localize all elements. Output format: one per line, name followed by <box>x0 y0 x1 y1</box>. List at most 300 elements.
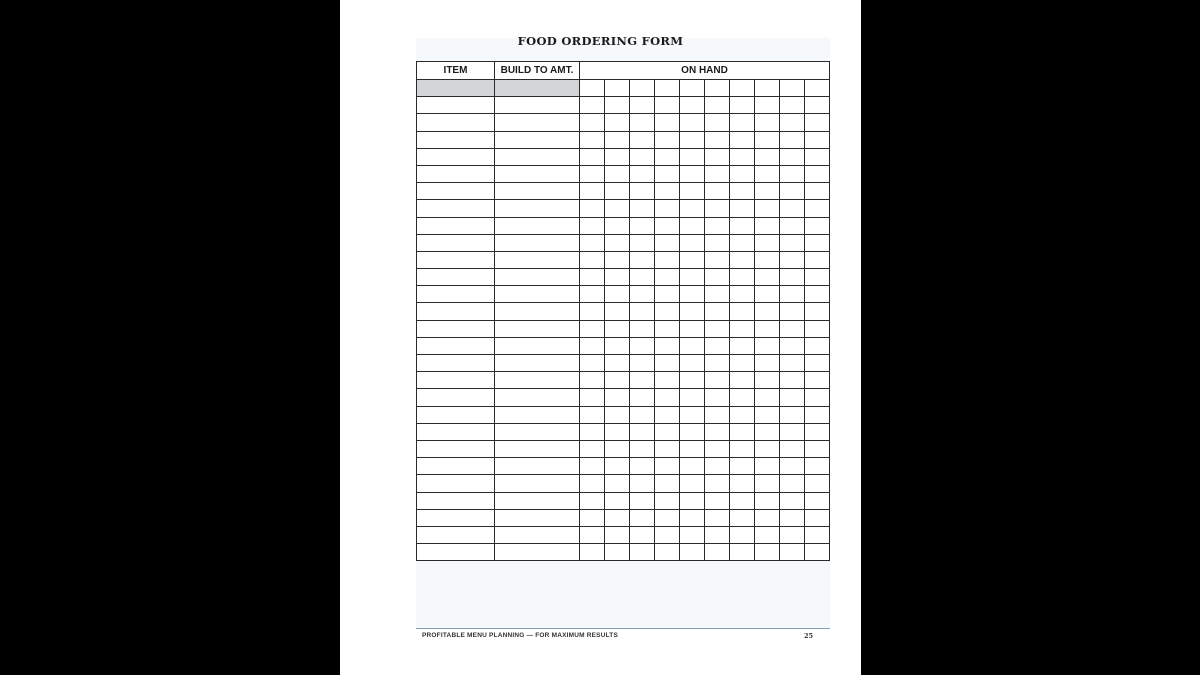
on-hand-cell <box>805 406 830 423</box>
item-cell <box>417 286 495 303</box>
on-hand-cell <box>730 148 755 165</box>
on-hand-cell <box>605 440 630 457</box>
on-hand-cell <box>730 183 755 200</box>
item-cell <box>417 492 495 509</box>
build-to-amt-cell <box>495 286 580 303</box>
build-to-amt-cell <box>495 303 580 320</box>
on-hand-cell <box>730 509 755 526</box>
on-hand-cell <box>780 440 805 457</box>
on-hand-cell <box>655 269 680 286</box>
item-cell <box>417 114 495 131</box>
on-hand-cell <box>805 183 830 200</box>
on-hand-cell <box>605 148 630 165</box>
on-hand-cell <box>780 303 805 320</box>
on-hand-cell <box>630 509 655 526</box>
table-row <box>417 234 830 251</box>
on-hand-cell <box>780 544 805 561</box>
build-to-amt-cell <box>495 492 580 509</box>
on-hand-cell <box>755 200 780 217</box>
table-row <box>417 131 830 148</box>
table-row <box>417 406 830 423</box>
on-hand-cell <box>805 165 830 182</box>
on-hand-cell <box>630 165 655 182</box>
on-hand-cell <box>705 234 730 251</box>
on-hand-cell <box>780 286 805 303</box>
on-hand-cell <box>805 475 830 492</box>
on-hand-cell <box>780 114 805 131</box>
on-hand-cell <box>755 458 780 475</box>
on-hand-cell <box>680 475 705 492</box>
on-hand-cell <box>755 406 780 423</box>
on-hand-cell <box>580 114 605 131</box>
table-row <box>417 458 830 475</box>
item-cell <box>417 183 495 200</box>
on-hand-cell <box>605 509 630 526</box>
on-hand-cell <box>630 114 655 131</box>
build-to-amt-cell <box>495 406 580 423</box>
on-hand-cell <box>655 389 680 406</box>
on-hand-cell <box>755 97 780 114</box>
on-hand-cell <box>730 251 755 268</box>
on-hand-cell <box>605 183 630 200</box>
on-hand-cell <box>605 269 630 286</box>
on-hand-cell <box>805 509 830 526</box>
on-hand-cell <box>755 183 780 200</box>
on-hand-cell <box>605 423 630 440</box>
on-hand-cell <box>680 458 705 475</box>
on-hand-cell <box>605 389 630 406</box>
on-hand-cell <box>780 97 805 114</box>
on-hand-cell <box>680 509 705 526</box>
table-row <box>417 80 830 97</box>
on-hand-cell <box>605 492 630 509</box>
on-hand-cell <box>605 200 630 217</box>
on-hand-cell <box>630 286 655 303</box>
on-hand-cell <box>680 320 705 337</box>
on-hand-cell <box>680 492 705 509</box>
table-row <box>417 183 830 200</box>
on-hand-cell <box>580 217 605 234</box>
on-hand-cell <box>705 303 730 320</box>
on-hand-cell <box>680 251 705 268</box>
on-hand-cell <box>605 234 630 251</box>
build-to-amt-cell <box>495 97 580 114</box>
build-to-amt-cell <box>495 165 580 182</box>
build-to-amt-cell <box>495 440 580 457</box>
on-hand-cell <box>630 458 655 475</box>
build-to-amt-cell <box>495 458 580 475</box>
on-hand-cell <box>680 148 705 165</box>
on-hand-cell <box>630 526 655 543</box>
build-to-amt-cell <box>495 320 580 337</box>
item-cell <box>417 337 495 354</box>
on-hand-cell <box>730 492 755 509</box>
on-hand-cell <box>730 217 755 234</box>
on-hand-cell <box>755 80 780 97</box>
on-hand-cell <box>580 372 605 389</box>
table-row <box>417 165 830 182</box>
on-hand-cell <box>780 251 805 268</box>
on-hand-cell <box>655 337 680 354</box>
item-cell <box>417 303 495 320</box>
on-hand-cell <box>730 234 755 251</box>
on-hand-cell <box>805 80 830 97</box>
item-cell <box>417 440 495 457</box>
on-hand-cell <box>680 217 705 234</box>
on-hand-cell <box>755 269 780 286</box>
on-hand-cell <box>580 97 605 114</box>
on-hand-cell <box>780 200 805 217</box>
build-to-amt-cell <box>495 131 580 148</box>
on-hand-cell <box>630 355 655 372</box>
table-row <box>417 423 830 440</box>
on-hand-cell <box>730 131 755 148</box>
on-hand-cell <box>680 165 705 182</box>
on-hand-cell <box>630 372 655 389</box>
on-hand-cell <box>730 97 755 114</box>
item-cell <box>417 406 495 423</box>
on-hand-cell <box>630 406 655 423</box>
on-hand-cell <box>805 440 830 457</box>
item-cell <box>417 165 495 182</box>
on-hand-cell <box>630 234 655 251</box>
on-hand-cell <box>705 458 730 475</box>
on-hand-cell <box>705 492 730 509</box>
on-hand-cell <box>705 80 730 97</box>
on-hand-cell <box>730 389 755 406</box>
table-row <box>417 286 830 303</box>
table-row <box>417 303 830 320</box>
on-hand-cell <box>655 406 680 423</box>
on-hand-cell <box>605 165 630 182</box>
on-hand-cell <box>580 165 605 182</box>
item-cell <box>417 526 495 543</box>
on-hand-cell <box>580 286 605 303</box>
build-to-amt-cell <box>495 200 580 217</box>
on-hand-cell <box>805 269 830 286</box>
on-hand-cell <box>580 440 605 457</box>
build-to-amt-cell <box>495 544 580 561</box>
on-hand-cell <box>605 475 630 492</box>
build-to-amt-cell <box>495 183 580 200</box>
on-hand-cell <box>655 183 680 200</box>
on-hand-cell <box>730 337 755 354</box>
on-hand-cell <box>680 200 705 217</box>
on-hand-cell <box>730 526 755 543</box>
on-hand-cell <box>655 458 680 475</box>
on-hand-cell <box>605 458 630 475</box>
on-hand-cell <box>680 389 705 406</box>
item-cell <box>417 251 495 268</box>
on-hand-cell <box>680 286 705 303</box>
build-to-amt-cell <box>495 234 580 251</box>
table-row <box>417 251 830 268</box>
on-hand-cell <box>605 303 630 320</box>
on-hand-cell <box>605 337 630 354</box>
item-cell <box>417 217 495 234</box>
on-hand-cell <box>780 234 805 251</box>
on-hand-cell <box>630 337 655 354</box>
table-row <box>417 509 830 526</box>
on-hand-cell <box>705 251 730 268</box>
on-hand-cell <box>705 269 730 286</box>
build-to-amt-cell <box>495 355 580 372</box>
on-hand-cell <box>705 165 730 182</box>
on-hand-cell <box>780 337 805 354</box>
on-hand-cell <box>630 492 655 509</box>
on-hand-cell <box>805 337 830 354</box>
on-hand-cell <box>580 492 605 509</box>
build-to-amt-cell <box>495 269 580 286</box>
on-hand-cell <box>805 526 830 543</box>
on-hand-cell <box>630 440 655 457</box>
document-page <box>340 0 861 675</box>
on-hand-cell <box>680 80 705 97</box>
on-hand-cell <box>705 320 730 337</box>
page-number: 25 <box>804 632 814 640</box>
on-hand-cell <box>680 372 705 389</box>
on-hand-cell <box>805 544 830 561</box>
on-hand-cell <box>655 372 680 389</box>
item-cell <box>417 372 495 389</box>
on-hand-cell <box>580 234 605 251</box>
on-hand-cell <box>630 303 655 320</box>
on-hand-cell <box>805 492 830 509</box>
on-hand-cell <box>605 544 630 561</box>
on-hand-cell <box>580 389 605 406</box>
table-row <box>417 114 830 131</box>
on-hand-cell <box>780 131 805 148</box>
item-cell <box>417 355 495 372</box>
on-hand-cell <box>780 475 805 492</box>
on-hand-cell <box>680 97 705 114</box>
item-column-header: ITEM <box>417 62 495 80</box>
on-hand-cell <box>730 355 755 372</box>
on-hand-cell <box>605 286 630 303</box>
on-hand-cell <box>705 337 730 354</box>
on-hand-cell <box>730 475 755 492</box>
on-hand-cell <box>755 544 780 561</box>
on-hand-cell <box>755 440 780 457</box>
on-hand-cell <box>805 200 830 217</box>
on-hand-cell <box>655 165 680 182</box>
footer-title: PROFITABLE MENU PLANNING — FOR MAXIMUM RESULTS <box>422 632 619 639</box>
table-row <box>417 372 830 389</box>
table-row <box>417 148 830 165</box>
on-hand-cell <box>630 148 655 165</box>
on-hand-cell <box>755 423 780 440</box>
table-row <box>417 269 830 286</box>
on-hand-cell <box>780 492 805 509</box>
on-hand-cell <box>780 458 805 475</box>
on-hand-cell <box>805 131 830 148</box>
on-hand-cell <box>605 355 630 372</box>
on-hand-cell <box>705 148 730 165</box>
table-row <box>417 320 830 337</box>
item-cell <box>417 475 495 492</box>
on-hand-cell <box>655 200 680 217</box>
on-hand-cell <box>680 544 705 561</box>
on-hand-cell <box>630 475 655 492</box>
item-cell <box>417 97 495 114</box>
on-hand-cell <box>755 337 780 354</box>
on-hand-cell <box>630 217 655 234</box>
on-hand-cell <box>805 303 830 320</box>
build-to-amt-cell <box>495 217 580 234</box>
on-hand-cell <box>680 131 705 148</box>
on-hand-cell <box>730 320 755 337</box>
header-row <box>417 62 830 80</box>
build-to-amt-cell <box>495 509 580 526</box>
on-hand-cell <box>805 423 830 440</box>
item-cell <box>417 458 495 475</box>
on-hand-cell <box>705 526 730 543</box>
on-hand-cell <box>605 114 630 131</box>
on-hand-cell <box>580 337 605 354</box>
on-hand-cell <box>805 458 830 475</box>
build-to-amt-cell <box>495 251 580 268</box>
on-hand-cell <box>755 320 780 337</box>
on-hand-cell <box>630 269 655 286</box>
on-hand-cell <box>680 114 705 131</box>
item-cell <box>417 544 495 561</box>
build-to-amt-cell <box>495 372 580 389</box>
on-hand-cell <box>605 80 630 97</box>
on-hand-cell <box>680 423 705 440</box>
on-hand-cell <box>705 389 730 406</box>
item-cell <box>417 234 495 251</box>
on-hand-cell <box>580 200 605 217</box>
on-hand-cell <box>580 544 605 561</box>
on-hand-cell <box>805 320 830 337</box>
on-hand-cell <box>580 80 605 97</box>
on-hand-cell <box>630 251 655 268</box>
on-hand-cell <box>705 406 730 423</box>
on-hand-cell <box>805 251 830 268</box>
on-hand-cell <box>630 389 655 406</box>
on-hand-cell <box>805 355 830 372</box>
on-hand-cell <box>580 320 605 337</box>
on-hand-cell <box>705 200 730 217</box>
on-hand-cell <box>780 389 805 406</box>
build-to-amt-cell <box>495 389 580 406</box>
item-cell <box>417 509 495 526</box>
on-hand-cell <box>705 372 730 389</box>
on-hand-cell <box>730 423 755 440</box>
build-to-amt-cell <box>495 475 580 492</box>
on-hand-cell <box>580 475 605 492</box>
on-hand-cell <box>580 406 605 423</box>
on-hand-cell <box>655 526 680 543</box>
on-hand-cell <box>655 217 680 234</box>
build-to-amt-cell <box>495 148 580 165</box>
on-hand-cell <box>580 355 605 372</box>
on-hand-cell <box>630 131 655 148</box>
on-hand-cell <box>730 458 755 475</box>
on-hand-cell <box>655 251 680 268</box>
build-to-amt-cell <box>495 114 580 131</box>
on-hand-cell <box>705 131 730 148</box>
on-hand-cell <box>730 286 755 303</box>
table-row <box>417 389 830 406</box>
table-row <box>417 217 830 234</box>
on-hand-cell <box>705 97 730 114</box>
on-hand-cell <box>780 423 805 440</box>
item-cell <box>417 269 495 286</box>
on-hand-cell <box>580 509 605 526</box>
on-hand-cell <box>780 406 805 423</box>
on-hand-cell <box>730 269 755 286</box>
on-hand-cell <box>580 458 605 475</box>
on-hand-cell <box>630 544 655 561</box>
on-hand-cell <box>605 320 630 337</box>
on-hand-cell <box>755 217 780 234</box>
on-hand-cell <box>605 372 630 389</box>
on-hand-cell <box>705 475 730 492</box>
on-hand-cell <box>755 251 780 268</box>
on-hand-cell <box>630 80 655 97</box>
on-hand-cell <box>805 97 830 114</box>
item-cell <box>417 200 495 217</box>
on-hand-cell <box>630 423 655 440</box>
item-cell <box>417 423 495 440</box>
table-row <box>417 526 830 543</box>
on-hand-cell <box>580 131 605 148</box>
on-hand-cell <box>605 131 630 148</box>
on-hand-cell <box>755 286 780 303</box>
on-hand-cell <box>655 492 680 509</box>
on-hand-cell <box>580 423 605 440</box>
on-hand-cell <box>755 148 780 165</box>
on-hand-cell <box>655 509 680 526</box>
on-hand-cell <box>655 303 680 320</box>
table-row <box>417 440 830 457</box>
on-hand-cell <box>630 320 655 337</box>
table-row <box>417 337 830 354</box>
on-hand-cell <box>780 80 805 97</box>
build-to-amt-column-header: BUILD TO AMT. <box>495 62 580 80</box>
on-hand-cell <box>680 269 705 286</box>
on-hand-cell <box>805 234 830 251</box>
on-hand-cell <box>680 337 705 354</box>
on-hand-cell <box>780 165 805 182</box>
on-hand-cell <box>730 440 755 457</box>
on-hand-cell <box>730 80 755 97</box>
on-hand-cell <box>605 251 630 268</box>
on-hand-cell <box>755 475 780 492</box>
on-hand-cell <box>605 406 630 423</box>
on-hand-cell <box>780 183 805 200</box>
on-hand-cell <box>780 148 805 165</box>
item-cell <box>417 148 495 165</box>
on-hand-cell <box>655 114 680 131</box>
on-hand-cell <box>680 234 705 251</box>
on-hand-cell <box>580 251 605 268</box>
on-hand-cell <box>805 389 830 406</box>
on-hand-cell <box>630 183 655 200</box>
on-hand-cell <box>780 217 805 234</box>
on-hand-cell <box>730 200 755 217</box>
on-hand-cell <box>705 440 730 457</box>
on-hand-cell <box>655 148 680 165</box>
on-hand-cell <box>705 183 730 200</box>
table-row <box>417 475 830 492</box>
on-hand-cell <box>705 217 730 234</box>
on-hand-cell <box>705 544 730 561</box>
on-hand-cell <box>580 269 605 286</box>
item-cell <box>417 131 495 148</box>
item-cell <box>417 80 495 97</box>
